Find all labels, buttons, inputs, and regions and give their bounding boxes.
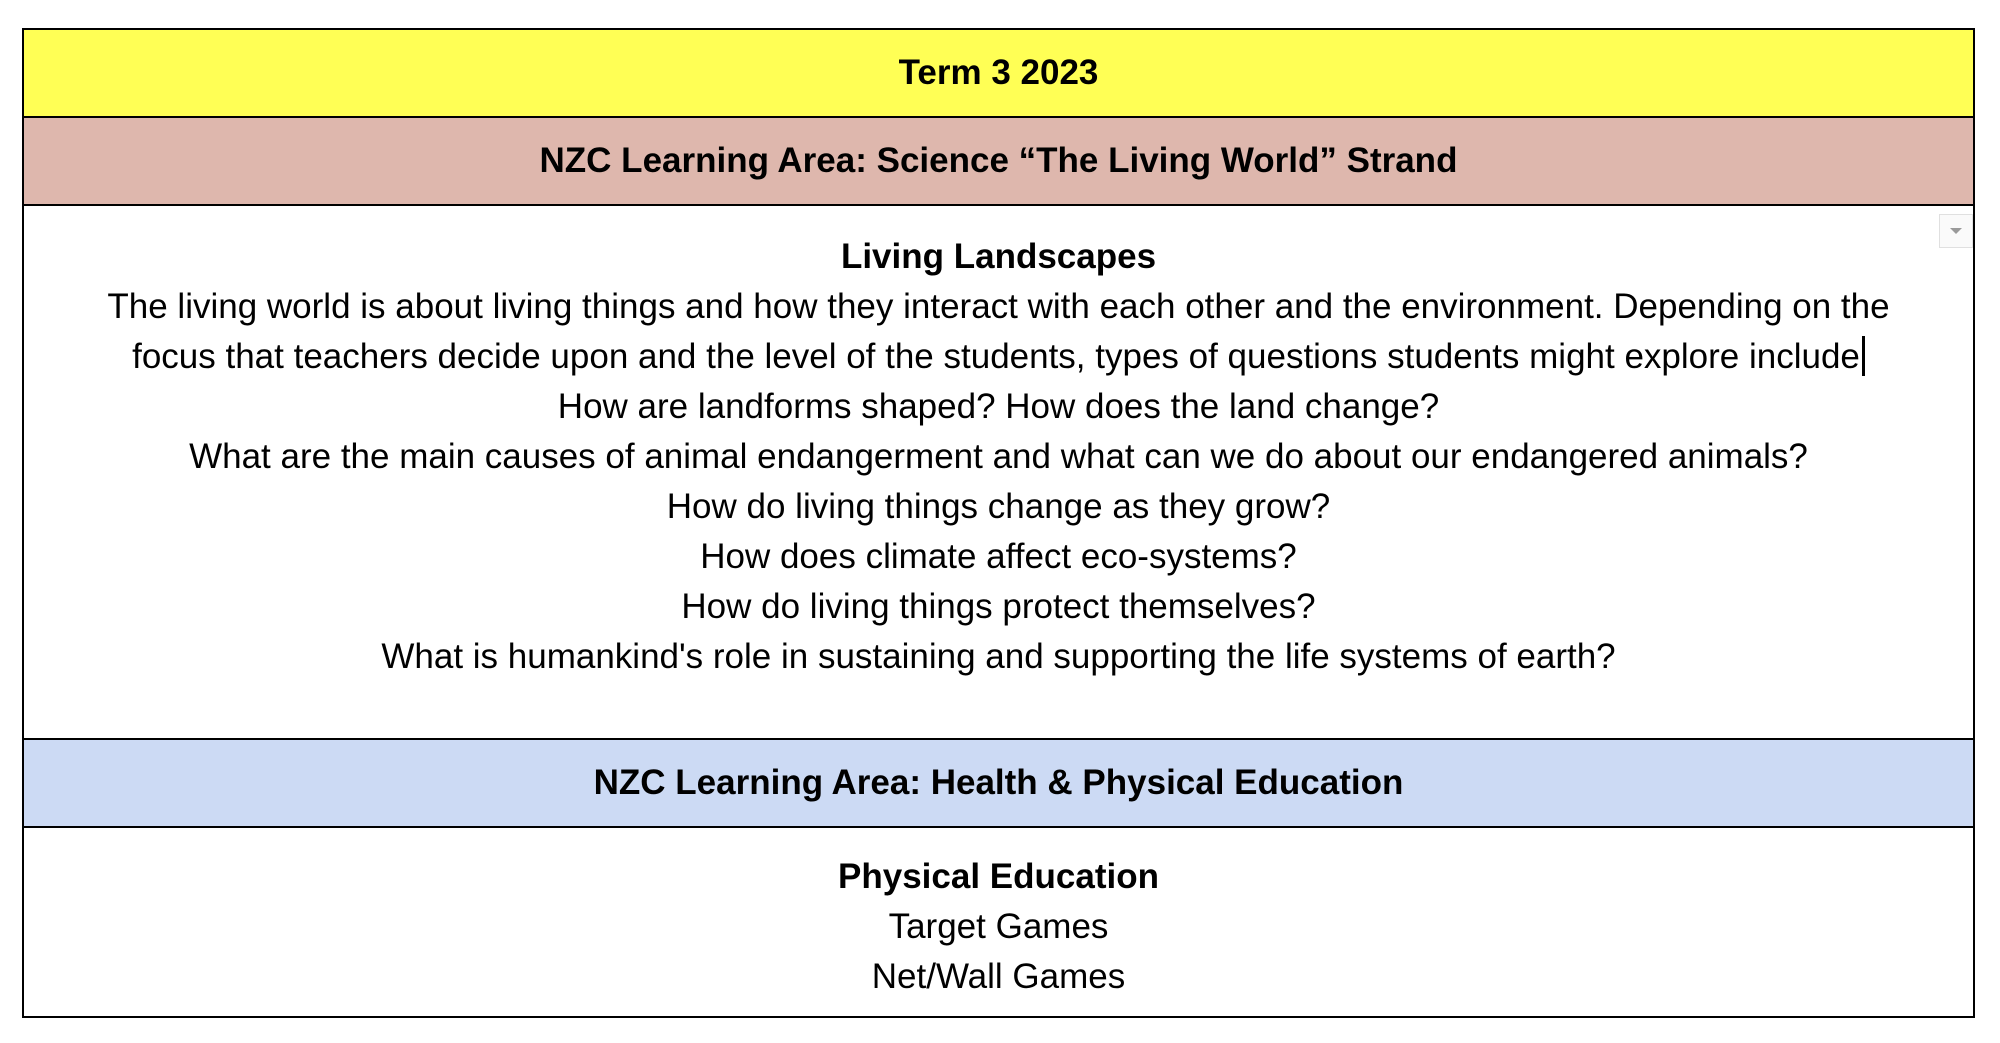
cell-menu-button[interactable] xyxy=(1939,214,1973,248)
pe-item: Net/Wall Games xyxy=(871,957,1126,996)
science-intro-text: The living world is about living things and how they interact with each other and the environment. Depending on the focus that teachers decide upon and the level of the students, types of questions students might explore include xyxy=(107,287,1890,376)
science-subheading: Living Landscapes xyxy=(840,237,1157,276)
question-item: How do living things change as they grow? xyxy=(666,487,1331,526)
health-content-cell[interactable] xyxy=(24,828,1973,1016)
question-item: How do living things protect themselves? xyxy=(681,587,1316,626)
question-item: What are the main causes of animal endangerment and what can we do about our endangered animals? xyxy=(189,437,1808,476)
term-header-row[interactable] xyxy=(24,30,1973,118)
question-item: What is humankind's role in sustaining and supporting the life systems of earth? xyxy=(381,637,1616,676)
science-intro-paragraph xyxy=(76,282,1921,382)
science-header-row[interactable] xyxy=(24,118,1973,206)
pe-subheading: Physical Education xyxy=(838,857,1159,896)
text-cursor xyxy=(1862,336,1865,376)
pe-item: Target Games xyxy=(888,907,1109,946)
curriculum-table xyxy=(22,28,1975,1018)
chevron-down-icon xyxy=(1948,226,1964,236)
health-header-row[interactable] xyxy=(24,740,1973,828)
science-content-cell[interactable] xyxy=(24,206,1973,740)
science-header: NZC Learning Area: Science “The Living World” Strand xyxy=(539,141,1458,180)
term-title: Term 3 2023 xyxy=(898,53,1099,92)
question-item: How does climate affect eco-systems? xyxy=(700,537,1297,576)
health-header: NZC Learning Area: Health & Physical Education xyxy=(593,763,1404,802)
question-item: How are landforms shaped? How does the land change? xyxy=(557,387,1440,426)
